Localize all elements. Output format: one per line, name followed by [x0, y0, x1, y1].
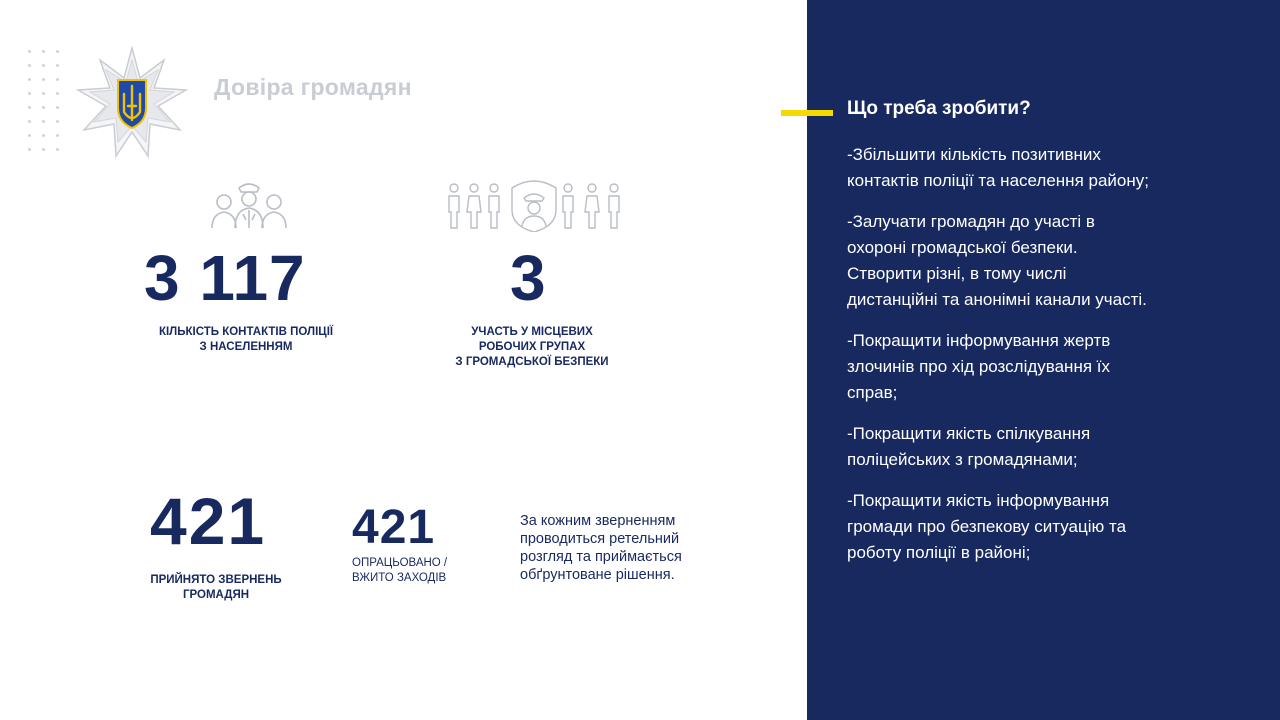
decorative-dot [56, 64, 59, 67]
appeals-processed-caption: ОПРАЦЬОВАНО / ВЖИТО ЗАХОДІВ [352, 557, 448, 584]
decorative-dot [42, 148, 45, 151]
decorative-dot [42, 106, 45, 109]
decorative-dot [28, 120, 31, 123]
decorative-dot [28, 134, 31, 137]
decorative-dot [28, 50, 31, 53]
action-item: -Покращити інформування жертв злочинів про хід розслідування їх справ; [847, 331, 1111, 402]
decorative-dot [56, 120, 59, 123]
decorative-dot [56, 134, 59, 137]
decorative-dot [56, 106, 59, 109]
decorative-dot [28, 106, 31, 109]
actions-title: Що треба зробити? [847, 98, 1031, 119]
decorative-dot [28, 78, 31, 81]
decorative-dot [42, 64, 45, 67]
decorative-dot [28, 148, 31, 151]
contacts-count-caption: КІЛЬКІСТЬ КОНТАКТІВ ПОЛІЦІЇ З НАСЕЛЕННЯМ [158, 326, 334, 353]
decorative-dot [42, 120, 45, 123]
contacts-count-value: 3 117 [144, 242, 306, 314]
police-badge-logo [74, 46, 190, 162]
appeals-note: За кожним зверненням проводиться ретельний розгляд та приймається обґрунтоване рішення. [520, 513, 682, 583]
appeals-processed-value: 421 [352, 501, 436, 554]
decorative-dot [42, 92, 45, 95]
action-item: -Збільшити кількість позитивних контактів поліції та населення району; [847, 145, 1149, 190]
action-item: -Покращити якість інформування громади про безпекову ситуацію та роботу поліції в районі; [847, 491, 1127, 562]
decorative-dot [56, 78, 59, 81]
decorative-dot [28, 92, 31, 95]
police-officers-icon [208, 180, 290, 230]
citizen-group-icon [446, 176, 622, 232]
decorative-dot [56, 50, 59, 53]
decorative-dots [28, 50, 68, 156]
action-item: -Покращити якість спілкування поліцейських з громадянами; [847, 424, 1091, 469]
actions-list [847, 142, 1247, 581]
appeals-received-caption: ПРИЙНЯТО ЗВЕРНЕНЬ ГРОМАДЯН [150, 574, 282, 601]
working-groups-value: 3 [510, 242, 546, 314]
decorative-dot [42, 78, 45, 81]
decorative-dot [56, 148, 59, 151]
decorative-dot [28, 64, 31, 67]
appeals-received-value: 421 [150, 484, 267, 558]
page-title: Довіра громадян [214, 74, 412, 100]
working-groups-caption: УЧАСТЬ У МІСЦЕВИХ РОБОЧИХ ГРУПАХ З ГРОМАДСЬКОЇ БЕЗПЕКИ [455, 326, 609, 368]
action-item: -Залучати громадян до участі в охороні громадської безпеки. Створити різні, в тому числі дистанційні та анонімні канали участі. [847, 212, 1147, 309]
accent-bar [781, 110, 833, 116]
decorative-dot [42, 134, 45, 137]
decorative-dot [56, 92, 59, 95]
decorative-dot [42, 50, 45, 53]
